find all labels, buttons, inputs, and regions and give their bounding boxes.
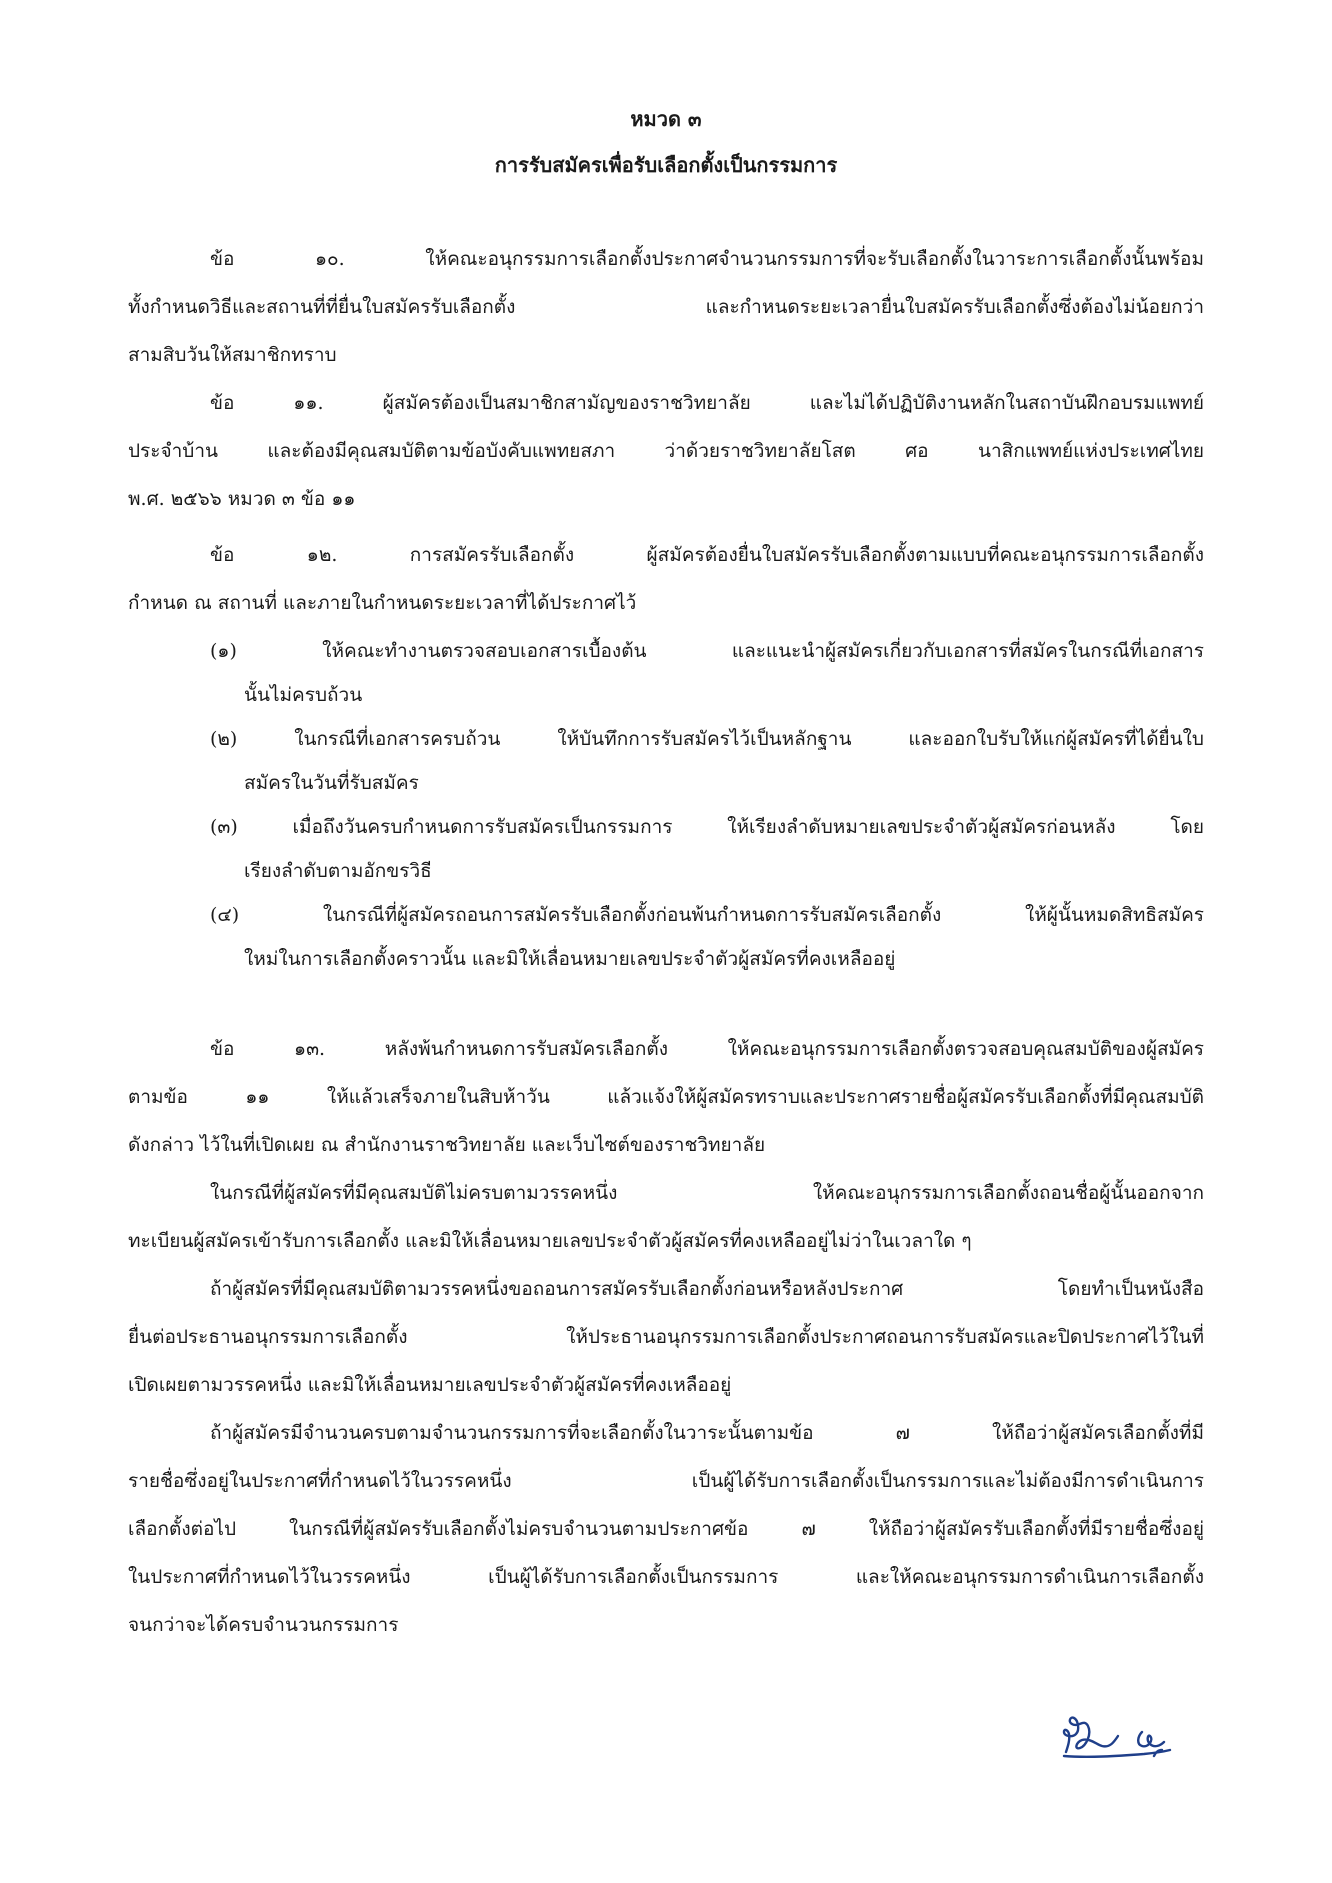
- clause-10-line-2: ทั้งกำหนดวิธีและสถานที่ที่ยื่นใบสมัครรับเลือกตั้ง และกำหนดระยะเวลายื่นใบสมัครรับเลือกตั้งซึ่งต้องไม่น้อยกว่า: [128, 296, 1204, 318]
- clause-13-p4-line-4: ในประกาศที่กำหนดไว้ในวรรคหนึ่ง เป็นผู้ได้รับการเลือกตั้งเป็นกรรมการ และให้คณะอนุกรรมการดำเนินการเลือกตั้ง: [128, 1566, 1204, 1588]
- clause-12-item-3-cont: เรียงลำดับตามอักขรวิธี: [244, 860, 432, 882]
- clause-12-item-1-cont: นั้นไม่ครบถ้วน: [244, 684, 363, 706]
- clause-10-line-3: สามสิบวันให้สมาชิกทราบ: [128, 344, 337, 366]
- clause-12-item-2: (๒) ในกรณีที่เอกสารครบถ้วน ให้บันทึกการรับสมัครไว้เป็นหลักฐาน และออกใบรับให้แก่ผู้สมัครที่ได้ยื่นใบ: [210, 728, 1204, 750]
- clause-11-line-1: ข้อ ๑๑. ผู้สมัครต้องเป็นสมาชิกสามัญของราชวิทยาลัย และไม่ได้ปฏิบัติงานหลักในสถาบันฝึกอบรมแพทย์: [210, 392, 1204, 414]
- clause-13-p4-line-5: จนกว่าจะได้ครบจำนวนกรรมการ: [128, 1614, 399, 1636]
- clause-12-item-4-cont: ใหม่ในการเลือกตั้งคราวนั้น และมิให้เลื่อนหมายเลขประจำตัวผู้สมัครที่คงเหลืออยู่: [244, 948, 896, 970]
- clause-13-p4-line-1: ถ้าผู้สมัครมีจำนวนครบตามจำนวนกรรมการที่จะเลือกตั้งในวาระนั้นตามข้อ ๗ ให้ถือว่าผู้สมัครเลือกตั้งที่มี: [210, 1422, 1204, 1444]
- signature: [1058, 1706, 1182, 1762]
- clause-12-line-2: กำหนด ณ สถานที่ และภายในกำหนดระยะเวลาที่ได้ประกาศไว้: [128, 592, 637, 614]
- clause-12-item-4: (๔) ในกรณีที่ผู้สมัครถอนการสมัครรับเลือกตั้งก่อนพ้นกำหนดการรับสมัครเลือกตั้ง ให้ผู้นั้นหมดสิทธิสมัคร: [210, 904, 1204, 926]
- clause-13-p2-line-1: ในกรณีที่ผู้สมัครที่มีคุณสมบัติไม่ครบตามวรรคหนึ่ง ให้คณะอนุกรรมการเลือกตั้งถอนชื่อผู้นั้นออกจาก: [210, 1182, 1204, 1204]
- clause-13-p1-line-1: ข้อ ๑๓. หลังพ้นกำหนดการรับสมัครเลือกตั้ง ให้คณะอนุกรรมการเลือกตั้งตรวจสอบคุณสมบัติของผู้สมัคร: [210, 1038, 1204, 1060]
- clause-10-line-1: ข้อ ๑๐. ให้คณะอนุกรรมการเลือกตั้งประกาศจำนวนกรรมการที่จะรับเลือกตั้งในวาระการเลือกตั้งนั้นพร้อม: [210, 248, 1204, 270]
- clause-12-line-1: ข้อ ๑๒. การสมัครรับเลือกตั้ง ผู้สมัครต้องยื่นใบสมัครรับเลือกตั้งตามแบบที่คณะอนุกรรมการเลือกตั้ง: [210, 544, 1204, 566]
- clause-13-p1-line-3: ดังกล่าว ไว้ในที่เปิดเผย ณ สำนักงานราชวิทยาลัย และเว็บไซต์ของราชวิทยาลัย: [128, 1134, 766, 1156]
- clause-12-item-3: (๓) เมื่อถึงวันครบกำหนดการรับสมัครเป็นกรรมการ ให้เรียงลำดับหมายเลขประจำตัวผู้สมัครก่อนหลัง โดย: [210, 816, 1204, 838]
- chapter-number: หมวด ๓: [630, 107, 702, 131]
- clause-12-item-1: (๑) ให้คณะทำงานตรวจสอบเอกสารเบื้องต้น และแนะนำผู้สมัครเกี่ยวกับเอกสารที่สมัครในกรณีที่เอกสาร: [210, 640, 1204, 662]
- clause-13-p1-line-2: ตามข้อ ๑๑ ให้แล้วเสร็จภายในสิบห้าวัน แล้วแจ้งให้ผู้สมัครทราบและประกาศรายชื่อผู้สมัครรับเลือกตั้งที่มีคุณสมบัติ: [128, 1086, 1204, 1108]
- clause-12-item-2-cont: สมัครในวันที่รับสมัคร: [244, 772, 419, 794]
- clause-13-p4-line-3: เลือกตั้งต่อไป ในกรณีที่ผู้สมัครรับเลือกตั้งไม่ครบจำนวนตามประกาศข้อ ๗ ให้ถือว่าผู้สมัครรับเลือกตั้งที่มีรายชื่อซึ่งอยู่: [128, 1518, 1204, 1540]
- chapter-title: การรับสมัครเพื่อรับเลือกตั้งเป็นกรรมการ: [494, 153, 838, 177]
- clause-13-p3-line-1: ถ้าผู้สมัครที่มีคุณสมบัติตามวรรคหนึ่งขอถอนการสมัครรับเลือกตั้งก่อนหรือหลังประกาศ โดยทำเป็นหนังสือ: [210, 1278, 1204, 1300]
- clause-11-line-3: พ.ศ. ๒๕๖๖ หมวด ๓ ข้อ ๑๑: [128, 488, 356, 510]
- clause-13-p3-line-2: ยื่นต่อประธานอนุกรรมการเลือกตั้ง ให้ประธานอนุกรรมการเลือกตั้งประกาศถอนการรับสมัครและปิดประกาศไว้ในที่: [128, 1326, 1204, 1348]
- clause-13-p2-line-2: ทะเบียนผู้สมัครเข้ารับการเลือกตั้ง และมิให้เลื่อนหมายเลขประจำตัวผู้สมัครที่คงเหลืออยู่ไม่ว่าในเวลาใด ๆ: [128, 1230, 972, 1252]
- clause-13-p3-line-3: เปิดเผยตามวรรคหนึ่ง และมิให้เลื่อนหมายเลขประจำตัวผู้สมัครที่คงเหลืออยู่: [128, 1374, 732, 1396]
- clause-11-line-2: ประจำบ้าน และต้องมีคุณสมบัติตามข้อบังคับแพทยสภา ว่าด้วยราชวิทยาลัยโสต ศอ นาสิกแพทย์แห่งประเทศไทย: [128, 440, 1204, 462]
- clause-13-p4-line-2: รายชื่อซึ่งอยู่ในประกาศที่กำหนดไว้ในวรรคหนึ่ง เป็นผู้ได้รับการเลือกตั้งเป็นกรรมการและไม่ต้องมีการดำเนินการ: [128, 1470, 1204, 1492]
